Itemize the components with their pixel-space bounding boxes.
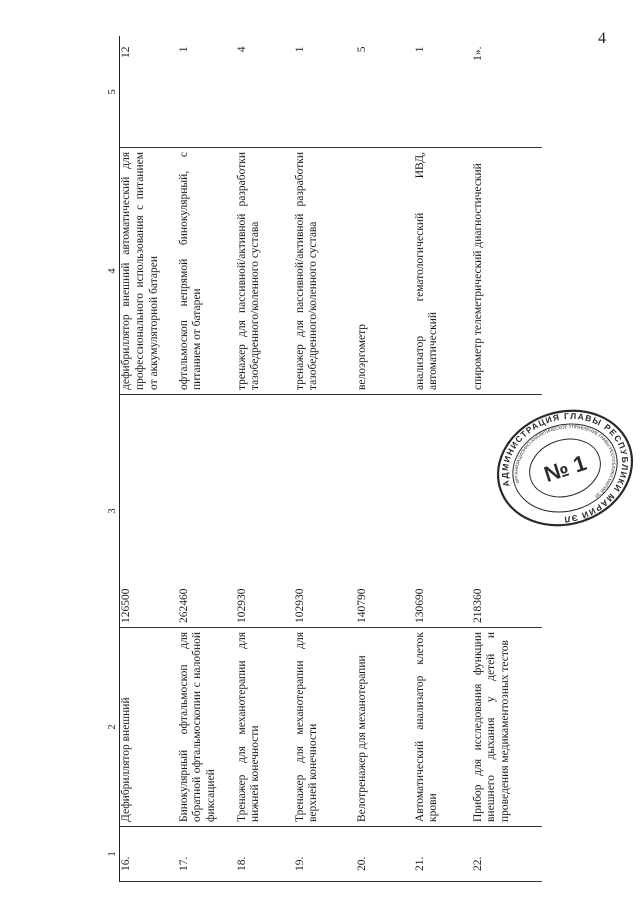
code-cell: 262460 xyxy=(178,395,236,628)
description-cell: дефибриллятор внешний автоматический для профессионального использования с питанием от аккумуляторной батареи xyxy=(120,148,178,395)
description-cell: тренажер для пассивной/активной разработки тазобедренного/коленного сустава xyxy=(236,148,294,395)
item-name-cell: Бинокулярный офтальмоскоп для обратной офтальмоскопии с налобной фиксацией xyxy=(178,628,236,827)
column-header: 3 xyxy=(107,395,120,628)
item-name-cell: Автоматический анализатор клеток крови xyxy=(414,628,472,827)
row-number-cell: 20. xyxy=(356,827,414,882)
code-cell: 102930 xyxy=(236,395,294,628)
table-row xyxy=(178,37,236,882)
description-cell: велоэргометр xyxy=(356,148,414,395)
quantity-cell: 1 xyxy=(294,37,356,148)
row-number-cell: 17. xyxy=(178,827,236,882)
row-number-cell: 22. xyxy=(472,827,542,882)
official-seal xyxy=(488,405,640,531)
page-number: 4 xyxy=(598,30,606,47)
description-cell: спирометр телеметрический диагностический xyxy=(472,148,542,395)
row-number-cell: 18. xyxy=(236,827,294,882)
column-header: 5 xyxy=(107,37,120,148)
quantity-cell: 4 xyxy=(236,37,294,148)
description-cell: тренажер для пассивной/активной разработки тазобедренного/коленного сустава xyxy=(294,148,356,395)
item-name-cell: Дефибриллятор внешний xyxy=(120,628,178,827)
table-row xyxy=(294,37,356,882)
code-cell: 126500 xyxy=(120,395,178,628)
equipment-table xyxy=(107,37,542,883)
table-row xyxy=(236,37,294,882)
item-name-cell: Велотренажер для механотерапии xyxy=(356,628,414,827)
row-number-cell: 16. xyxy=(120,827,178,882)
quantity-cell: 5 xyxy=(356,37,414,148)
column-header: 2 xyxy=(107,628,120,827)
code-cell: 140790 xyxy=(356,395,414,628)
column-header: 1 xyxy=(107,827,120,882)
code-cell: 218360 xyxy=(472,395,542,628)
row-number-cell: 21. xyxy=(414,827,472,882)
seal-ring-text: АДМИНИСТРАЦИЯ ГЛАВЫ РЕСПУБЛИКИ МАРИЙ ЭЛ xyxy=(499,410,631,525)
seal-inner-ring-text: ОРГАНИЗАЦИОННО-АНАЛИТИЧЕСКОЕ УПРАВЛЕНИЕ ГЛАВЫ РЕСПУБЛИКИ МАРИЙ ЭЛ xyxy=(513,424,617,499)
code-cell: 102930 xyxy=(294,395,356,628)
row-number-cell: 19. xyxy=(294,827,356,882)
seal-number: № 1 xyxy=(540,449,590,487)
item-name-cell: Прибор для исследования функции внешнего дыхания у детей и проведения медикаментозных тестов xyxy=(472,628,542,827)
quantity-cell: 1 xyxy=(414,37,472,148)
column-header: 4 xyxy=(107,148,120,395)
quantity-cell: 1 xyxy=(178,37,236,148)
quantity-cell: 1». xyxy=(472,37,542,148)
seal-graphic xyxy=(488,405,640,531)
code-cell: 130690 xyxy=(414,395,472,628)
table-row xyxy=(120,37,178,882)
item-name-cell: Тренажер для механотерапии для нижней конечности xyxy=(236,628,294,827)
header-row xyxy=(107,37,120,882)
description-cell: анализатор гематологический ИВД, автоматический xyxy=(414,148,472,395)
quantity-cell: 12 xyxy=(120,37,178,148)
table-row xyxy=(414,37,472,882)
description-cell: офтальмоскоп непрямой бинокулярный, с питанием от батареи xyxy=(178,148,236,395)
table-row xyxy=(356,37,414,882)
item-name-cell: Тренажер для механотерапии для верхней конечности xyxy=(294,628,356,827)
